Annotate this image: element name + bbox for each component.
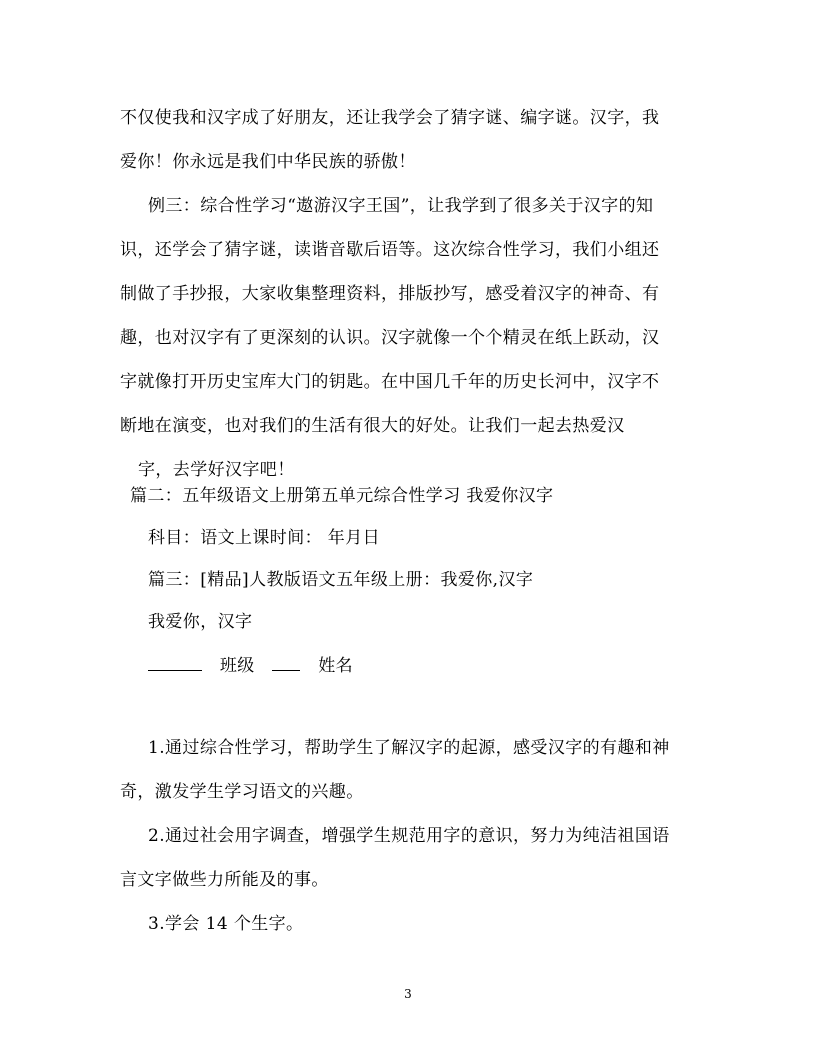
text-line: 制做了手抄报，大家收集整理资料，排版抄写，感受着汉字的神奇、有 [120,284,660,304]
text-line: 趣，也对汉字有了更深刻的认识。汉字就像一个个精灵在纸上跃动，汉 [120,328,660,348]
text-line: 断地在演变，也对我们的生活有很大的好处。让我们一起去热爱汉 [120,416,625,436]
objective-item: 1.通过综合性学习，帮助学生了解汉字的起源，感受汉字的有趣和神 [148,738,670,758]
text-line: 识，还学会了猜字谜，读谐音歇后语等。这次综合性学习，我们小组还 [120,240,660,260]
text-line: 不仅使我和汉字成了好朋友，还让我学会了猜字谜、编字谜。汉字，我 [120,108,660,128]
subject-line: 科目：语文上课时间： 年月日 [148,528,381,548]
text-line: 字就像打开历史宝库大门的钥匙。在中国几千年的历史长河中，汉字不 [120,372,660,392]
class-name-form-line [148,652,353,678]
text-line: 爱你！你永远是我们中华民族的骄傲！ [120,152,416,172]
name-label: 姓名 [318,656,354,676]
class-label: 班级 [219,656,255,676]
page-number: 3 [404,987,412,1001]
class-blank [148,652,202,671]
lesson-title: 我爱你，汉字 [148,612,253,632]
objective-item: 言文字做些力所能及的事。 [120,870,329,890]
paragraph-example-three: 例三：综合性学习“遨游汉字王国”，让我学到了很多关于汉字的知 [148,196,654,216]
objective-item: 2.通过社会用字调查，增强学生规范用字的意识，努力为纯洁祖国语 [148,826,670,846]
name-blank [272,652,300,671]
objective-item: 3.学会 14 个生字。 [148,914,304,934]
section-heading-part-three: 篇三：[精品]人教版语文五年级上册：我爱你,汉字 [148,570,534,590]
objective-item: 奇，激发学生学习语文的兴趣。 [120,782,364,802]
text-line: 字，去学好汉字吧！ [138,460,295,480]
section-heading-part-two: 篇二：五年级语文上册第五单元综合性学习 我爱你汉字 [130,486,554,506]
